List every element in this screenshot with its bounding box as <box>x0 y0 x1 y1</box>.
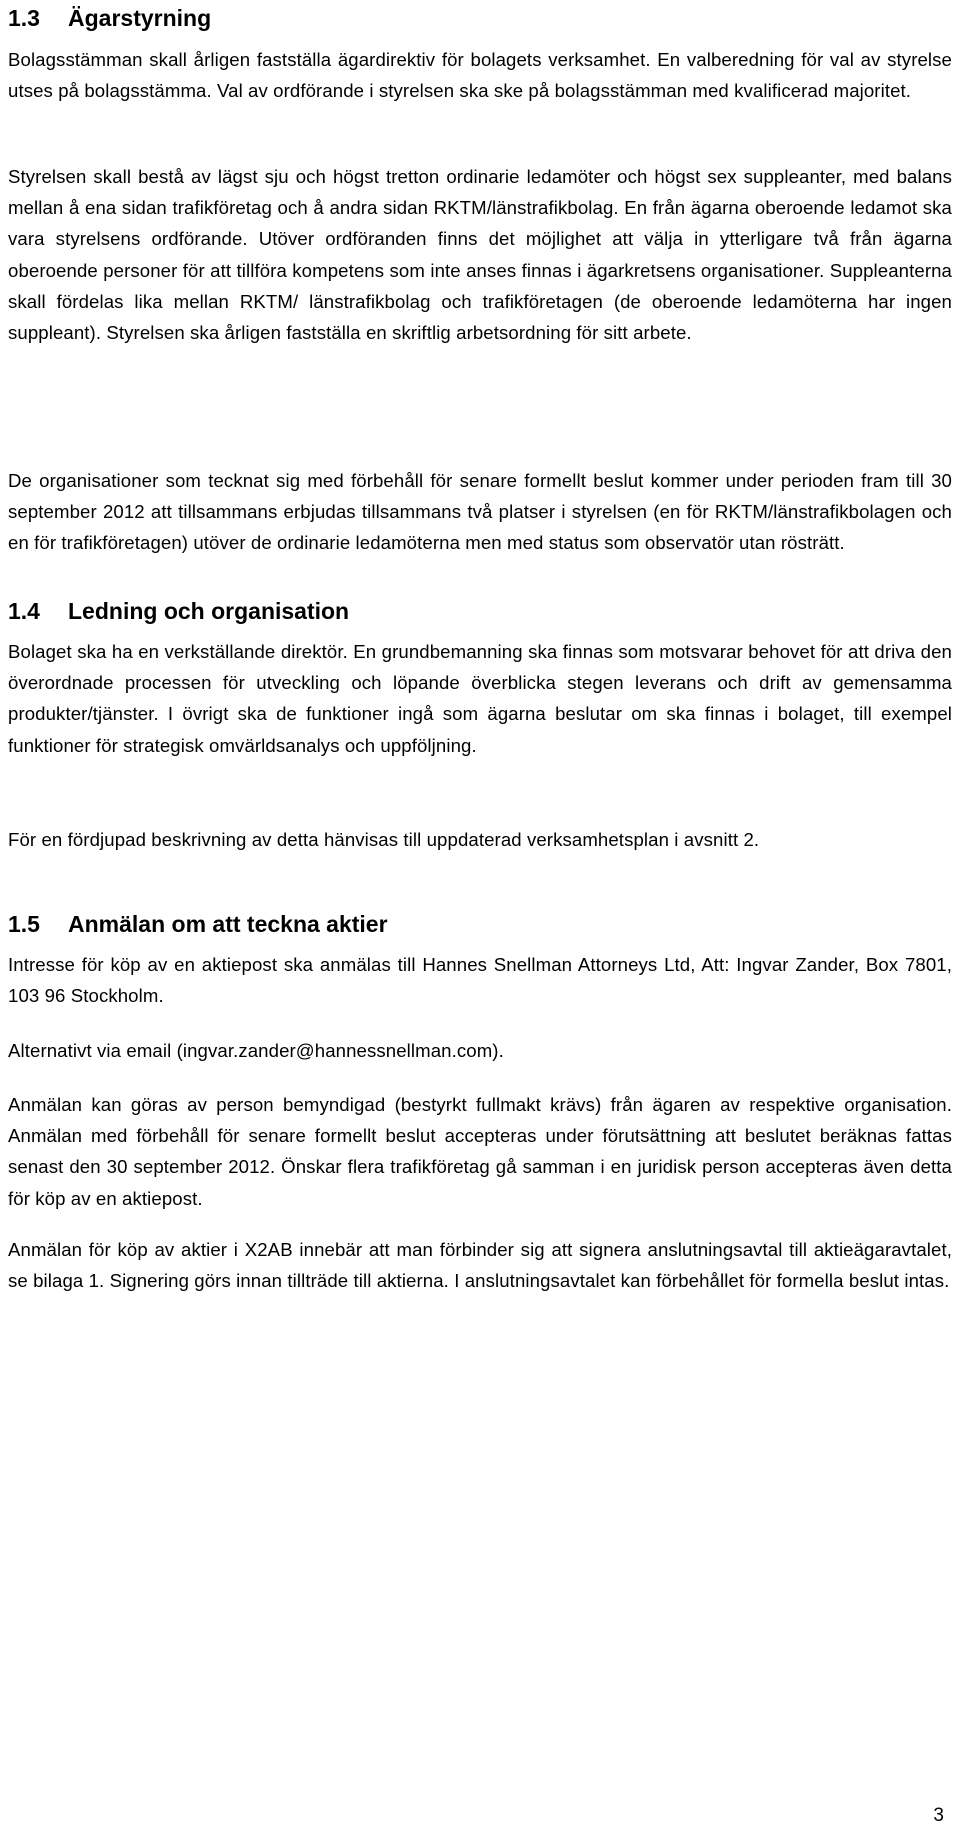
section-title: Ledning och organisation <box>68 598 350 624</box>
paragraph: Anmälan kan göras av person bemyndigad (bestyrkt fullmakt krävs) från ägaren av respektive organisation. Anmälan med förbehåll för senare formellt beslut accepteras under förutsättning att beslutet beräknas fattas senast den 30 september 2012. Önskar flera trafikföretag gå samman i en juridisk person accepteras även detta för köp av en aktiepost. <box>8 1094 952 1209</box>
section-number: 1.4 <box>8 598 40 624</box>
section-number: 1.3 <box>8 5 40 31</box>
section-title: Anmälan om att teckna aktier <box>68 911 388 937</box>
paragraph: Bolagsstämman skall årligen fastställa ägardirektiv för bolagets verksamhet. En valberedning för val av styrelse utses på bolagsstämma. Val av ordförande i styrelsen ska ske på bolagsstämman med kvalificerad majoritet. <box>8 49 952 102</box>
paragraph: Styrelsen skall bestå av lägst sju och högst tretton ordinarie ledamöter och högst sex suppleanter, med balans mellan å ena sidan trafikföretag och å andra sidan RKTM/länstrafikbolag. En från ägarna oberoende ledamot ska vara styrelsens ordförande. Utöver ordföranden finns det möjlighet att välja in ytterligare två från ägarna oberoende personer för att tillföra kompetens som inte anses finnas i ägarkretsens organisationer. Suppleanterna skall fördelas lika mellan RKTM/ länstrafikbolag och trafikföretagen (de oberoende ledamöterna har ingen suppleant). Styrelsen ska årligen fastställa en skriftlig arbetsordning för sitt arbete. <box>8 166 952 344</box>
paragraph: Bolaget ska ha en verkställande direktör. En grundbemanning ska finnas som motsvarar behovet för att driva den överordnade processen för utveckling och löpande överblicka stegen leverans och drift av gemensamma produkter/tjänster. I övrigt ska de funktioner ingå som ägarna beslutar om ska finnas i bolaget, till exempel funktioner för strategisk omvärldsanalys och uppföljning. <box>8 641 952 756</box>
paragraph: Anmälan för köp av aktier i X2AB innebär att man förbinder sig att signera anslutningsavtal till aktieägaravtalet, se bilaga 1. Signering görs innan tillträde till aktierna. I anslutningsavtalet kan förbehållet för formella beslut intas. <box>8 1239 952 1292</box>
section-heading-agarstyrning <box>8 2 211 34</box>
paragraph: För en fördjupad beskrivning av detta hänvisas till uppdaterad verksamhetsplan i avsnitt 2. <box>8 829 760 850</box>
paragraph: De organisationer som tecknat sig med förbehåll för senare formellt beslut kommer under perioden fram till 30 september 2012 att tillsammans erbjudas tillsammans två platser i styrelsen (en för RKTM/länstrafikbolagen och en för trafikföretagen) utöver de ordinarie ledamöterna men med status som observatör utan rösträtt. <box>8 470 952 554</box>
section-number: 1.5 <box>8 911 40 937</box>
paragraph: Intresse för köp av en aktiepost ska anmälas till Hannes Snellman Attorneys Ltd, Att: Ingvar Zander, Box 7801, 103 96 Stockholm. <box>8 954 952 1007</box>
paragraph-email: Alternativt via email (ingvar.zander@hannessnellman.com). <box>8 1040 504 1061</box>
page-number: 3 <box>933 1805 944 1826</box>
section-heading-anmalan <box>8 908 388 940</box>
section-title: Ägarstyrning <box>68 5 212 31</box>
section-heading-ledning <box>8 595 349 627</box>
